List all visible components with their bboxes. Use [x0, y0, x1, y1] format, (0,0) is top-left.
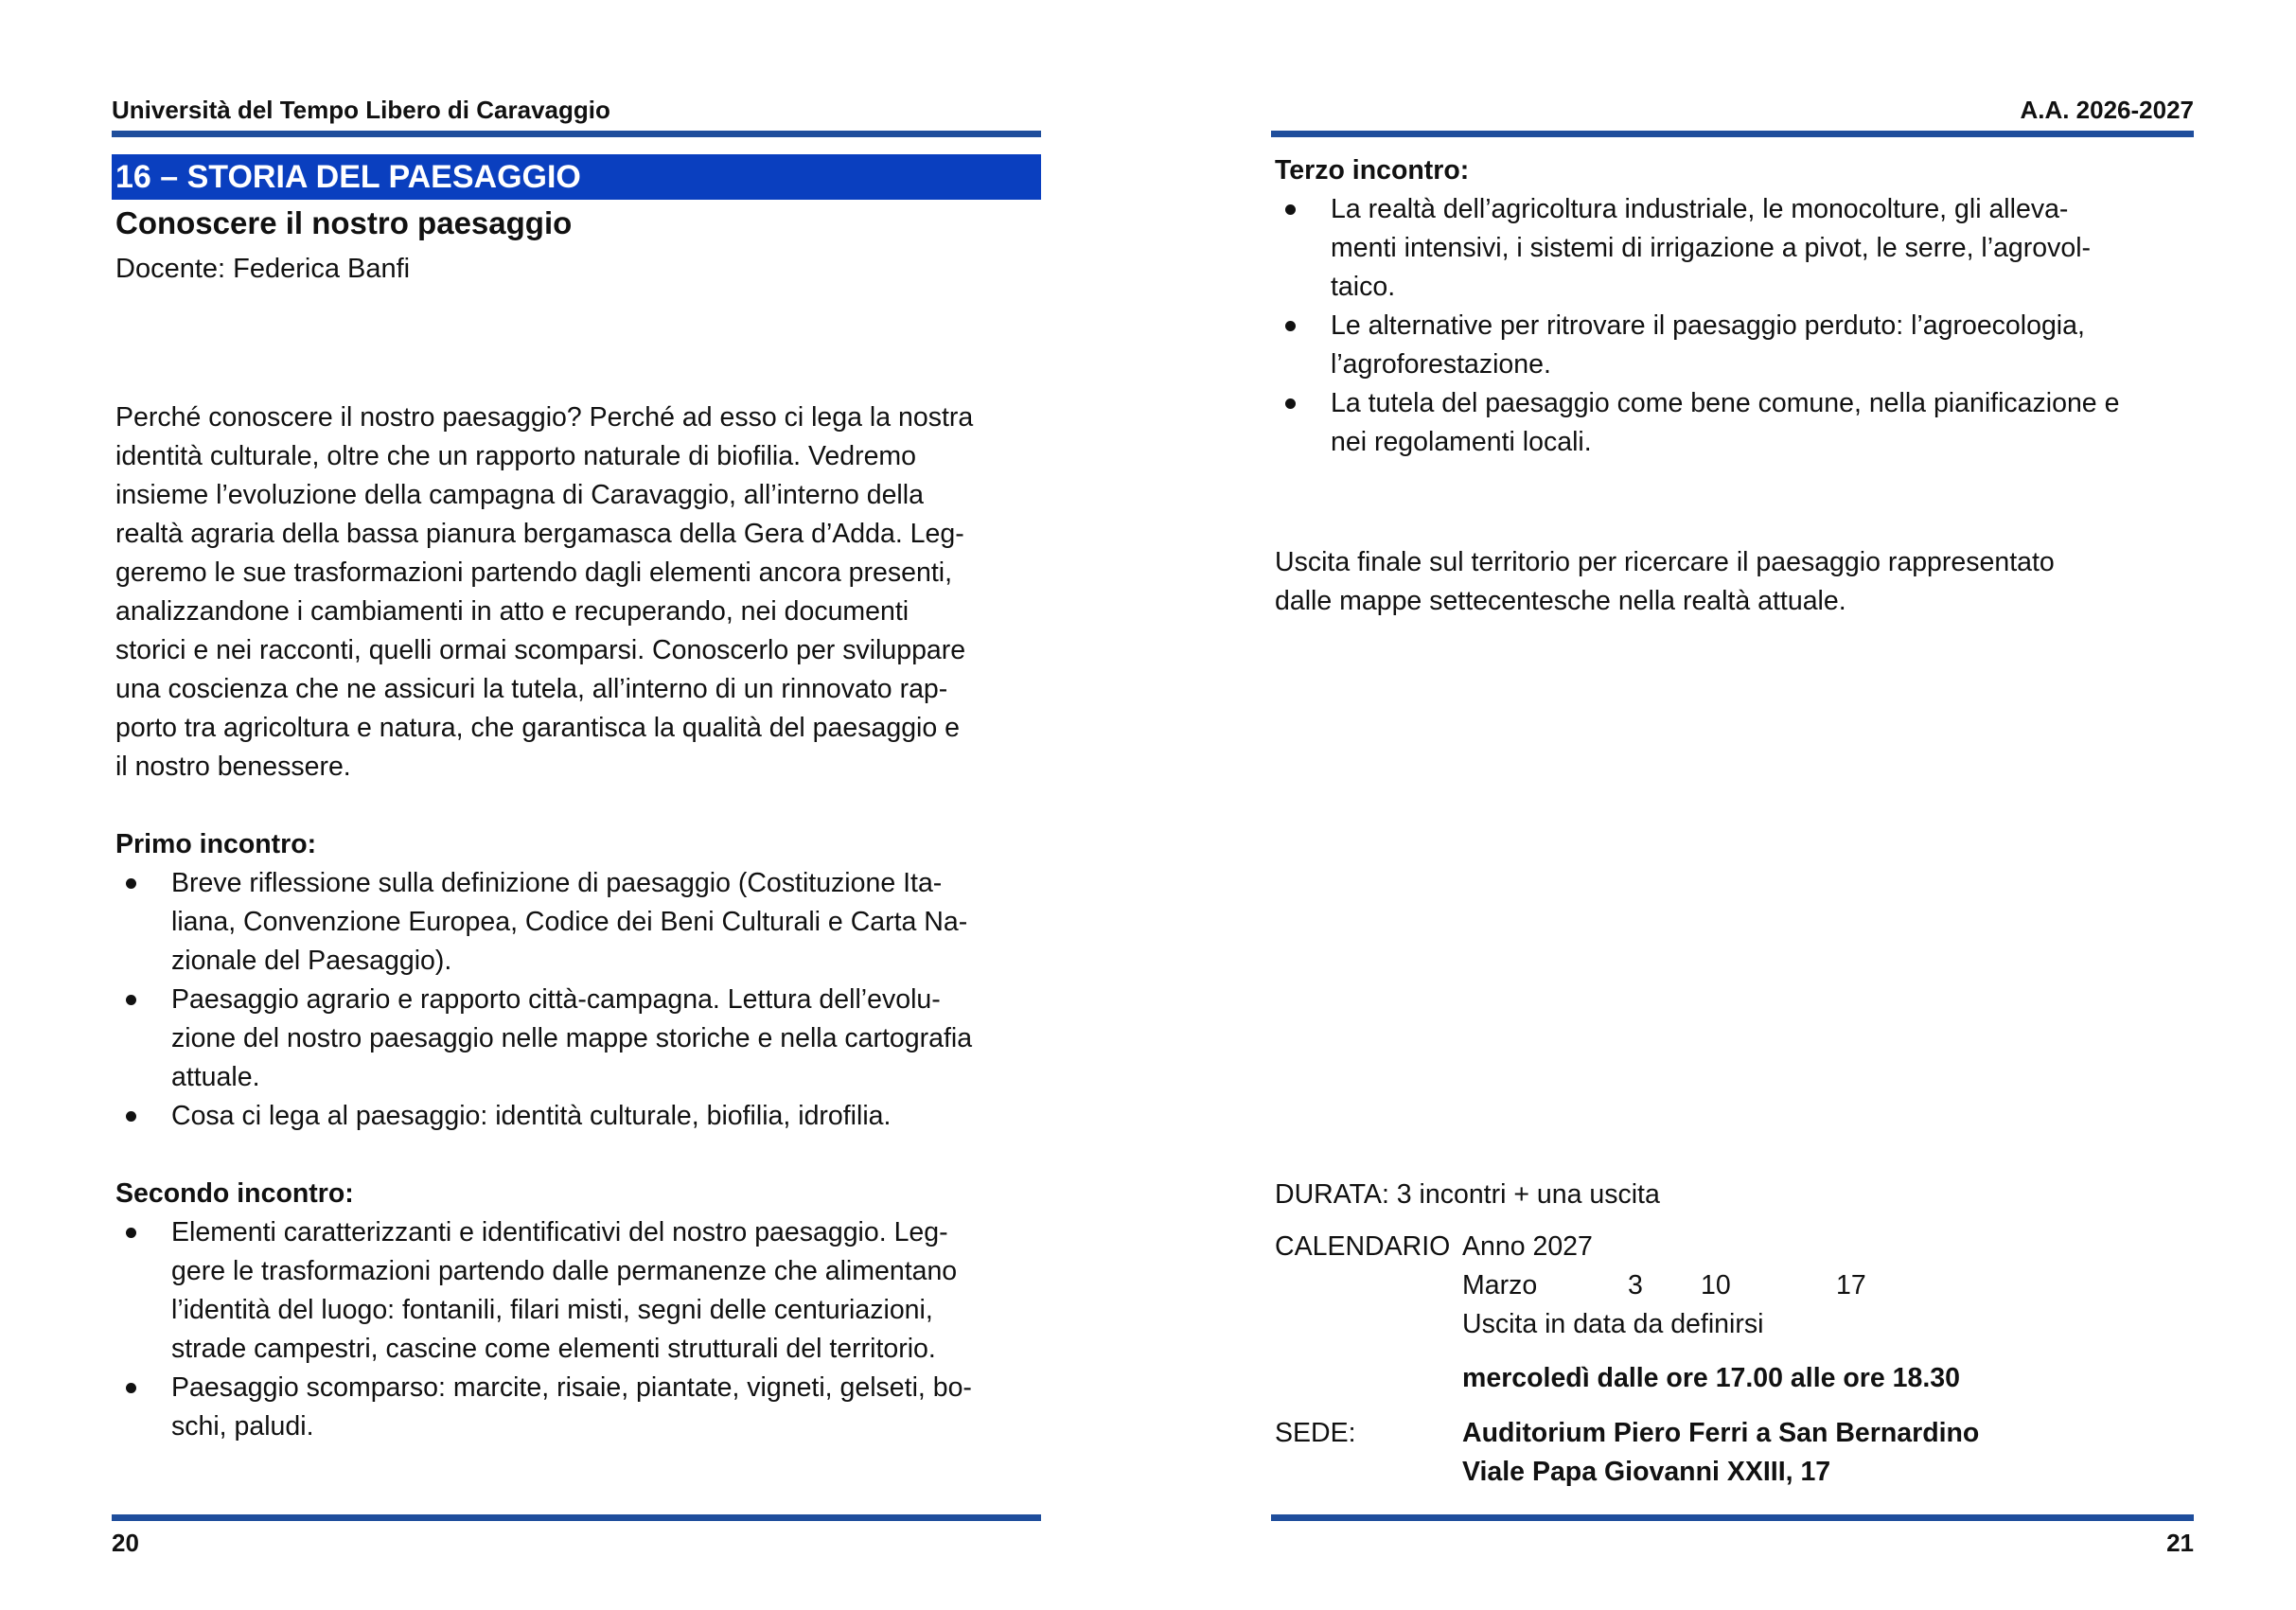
intro-paragraph: [115, 398, 1033, 787]
secondo-title: Secondo incontro:: [115, 1178, 354, 1209]
primo-title: Primo incontro:: [115, 829, 317, 859]
intro-line: il nostro benessere.: [115, 752, 351, 782]
intro-line: insieme l’evoluzione della campagna di Caravaggio, all’interno della: [115, 480, 924, 510]
list-item: [115, 864, 1033, 981]
bullet-icon: [126, 1111, 136, 1122]
page-number: 20: [112, 1529, 139, 1557]
calendario-label: CALENDARIO: [1275, 1231, 1451, 1262]
item-line: menti intensivi, i sistemi di irrigazione a pivot, le serre, l’agrovol-: [1331, 233, 2092, 263]
teacher-line: Docente: Federica Banfi: [115, 254, 411, 284]
bullet-icon: [126, 1383, 136, 1393]
terzo-list: [1275, 190, 2193, 462]
item-line: La realtà dell’agricoltura industriale, le monocolture, gli alleva-: [1331, 194, 2069, 224]
intro-line: Perché conoscere il nostro paesaggio? Perché ad esso ci lega la nostra: [115, 402, 974, 433]
calendario-anno: Anno 2027: [1462, 1231, 1593, 1262]
footer-rule: [1271, 1514, 2194, 1521]
right-header: A.A. 2026-2027: [2020, 96, 2194, 124]
item-line: l’agroforestazione.: [1331, 349, 1551, 380]
intro-line: geremo le sue trasformazioni partendo dagli elementi ancora presenti,: [115, 557, 952, 588]
item-line: schi, paludi.: [171, 1411, 314, 1442]
item-line: taico.: [1331, 272, 1396, 302]
final-paragraph: [1275, 543, 2183, 621]
item-line: l’identità del luogo: fontanili, filari misti, segni delle centuriazioni,: [171, 1295, 933, 1325]
intro-line: realtà agraria della bassa pianura bergamasca della Gera d’Adda. Leg-: [115, 519, 964, 549]
final-line: dalle mappe settecentesche nella realtà attuale.: [1275, 586, 1846, 616]
item-line: Breve riflessione sulla definizione di paesaggio (Costituzione Ita-: [171, 868, 943, 898]
list-item: [1275, 190, 2193, 307]
item-line: Paesaggio agrario e rapporto città-campagna. Lettura dell’evolu-: [171, 984, 941, 1015]
item-line: Paesaggio scomparso: marcite, risaie, piantate, vigneti, gelseti, bo-: [171, 1372, 972, 1403]
bullet-icon: [1285, 321, 1296, 331]
list-item: [115, 981, 1033, 1097]
intro-line: porto tra agricoltura e natura, che garantisca la qualità del paesaggio e: [115, 713, 960, 743]
calendario-giorno: 10: [1701, 1270, 1731, 1300]
right-page: [1271, 0, 2194, 1610]
sede-line: Viale Papa Giovanni XXIII, 17: [1462, 1457, 1831, 1487]
item-line: attuale.: [171, 1062, 260, 1092]
item-line: Cosa ci lega al paesaggio: identità culturale, biofilia, idrofilia.: [171, 1101, 892, 1131]
calendario-giorno: 17: [1836, 1270, 1866, 1300]
list-item: [115, 1213, 1033, 1369]
intro-line: storici e nei racconti, quelli ormai scomparsi. Conoscerlo per sviluppare: [115, 635, 966, 665]
course-title-bar: 16 – STORIA DEL PAESAGGIO: [112, 154, 1041, 200]
item-line: strade campestri, cascine come elementi strutturali del territorio.: [171, 1334, 936, 1364]
intro-line: analizzandone i cambiamenti in atto e recuperando, nei documenti: [115, 596, 910, 627]
calendario-mese: Marzo: [1462, 1270, 1538, 1300]
item-line: gere le trasformazioni partendo dalle permanenze che alimentano: [171, 1256, 958, 1286]
list-item: [1275, 384, 2193, 462]
calendario-uscita: Uscita in data da definirsi: [1462, 1309, 1764, 1339]
intro-line: identità culturale, oltre che un rapporto naturale di biofilia. Vedremo: [115, 441, 917, 471]
calendario-orario: mercoledì dalle ore 17.00 alle ore 18.30: [1462, 1363, 1960, 1393]
item-line: Le alternative per ritrovare il paesaggio perduto: l’agroecologia,: [1331, 310, 2085, 341]
primo-incontro: [115, 825, 1033, 1136]
terzo-title: Terzo incontro:: [1275, 155, 1470, 186]
list-item: [1275, 307, 2193, 384]
item-line: La tutela del paesaggio come bene comune, nella pianificazione e: [1331, 388, 2120, 418]
item-line: zionale del Paesaggio).: [171, 946, 452, 976]
terzo-incontro: [1275, 151, 2193, 462]
item-line: zione del nostro paesaggio nelle mappe storiche e nella cartografia: [171, 1023, 973, 1053]
secondo-incontro: [115, 1175, 1033, 1446]
footer-rule: [112, 1514, 1041, 1521]
bullet-icon: [126, 1228, 136, 1238]
sede-label: SEDE:: [1275, 1418, 1356, 1448]
page-number: 21: [2166, 1529, 2194, 1557]
list-item: [115, 1369, 1033, 1446]
item-line: nei regolamenti locali.: [1331, 427, 1592, 457]
intro-line: una coscienza che ne assicuri la tutela, all’interno di un rinnovato rap-: [115, 674, 948, 704]
left-page: [112, 0, 1041, 1610]
item-line: Elementi caratterizzanti e identificativi del nostro paesaggio. Leg-: [171, 1217, 948, 1247]
sede-line: Auditorium Piero Ferri a San Bernardino: [1462, 1418, 1980, 1448]
secondo-list: [115, 1213, 1033, 1446]
left-header: Università del Tempo Libero di Caravaggio: [112, 96, 610, 124]
course-subtitle: Conoscere il nostro paesaggio: [115, 205, 573, 240]
bullet-icon: [126, 995, 136, 1005]
bullet-icon: [126, 878, 136, 889]
calendario-giorno: 3: [1628, 1270, 1643, 1300]
durata-line: DURATA: 3 incontri + una uscita: [1275, 1179, 1660, 1210]
final-line: Uscita finale sul territorio per ricercare il paesaggio rappresentato: [1275, 547, 2055, 577]
bullet-icon: [1285, 204, 1296, 215]
item-line: liana, Convenzione Europea, Codice dei Beni Culturali e Carta Na-: [171, 907, 968, 937]
header-rule: [112, 131, 1041, 137]
primo-list: [115, 864, 1033, 1136]
header-rule: [1271, 131, 2194, 137]
list-item: [115, 1097, 1033, 1136]
bullet-icon: [1285, 398, 1296, 409]
